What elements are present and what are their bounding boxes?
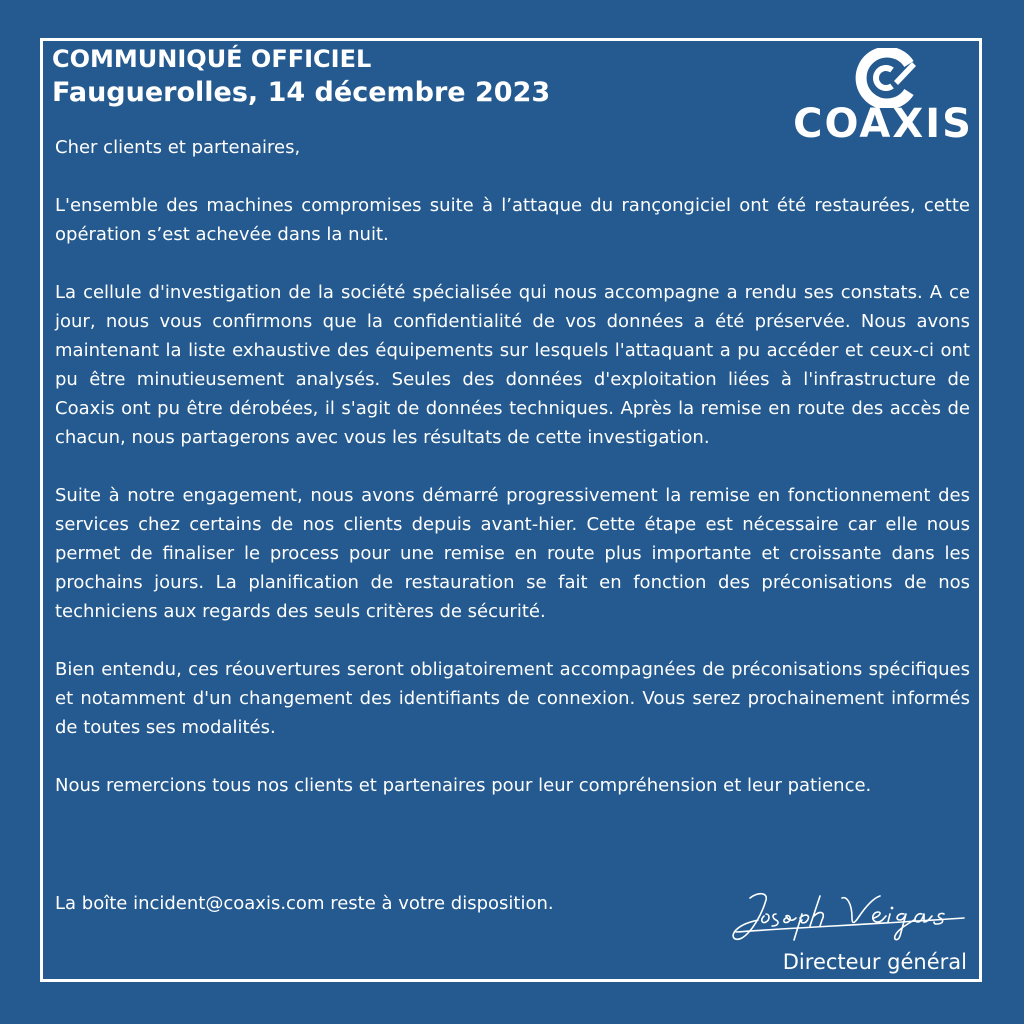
letter-body xyxy=(55,133,970,829)
paragraph-investigation: La cellule d'investigation de la société spécialisée qui nous accompagne a rendu ses constats. A ce jour, nous vous confirmons que la confidentialité de vos données a été préservée. Nous avons maintenant la liste exhaustive des équipements sur lesquels l'attaquant a pu accéder et ceux-ci ont pu être minutieusement analysés. Seules des données d'exploitation liées à l'infrastructure de Coaxis ont pu être dérobées, il s'agit de données techniques. Après la remise en route des accès de chacun, nous partagerons avec vous les résultats de cette investigation. xyxy=(55,282,970,448)
contact-line: La boîte incident@coaxis.com reste à votre disposition. xyxy=(55,893,554,914)
coaxis-logo-icon xyxy=(788,48,978,108)
paragraph-service-resumption: Suite à notre engagement, nous avons démarré progressivement la remise en fonctionnement des services chez certains de nos clients depuis avant-hier. Cette étape est nécessaire car elle nous permet de finaliser le process pour une remise en route plus importante et croissante dans les prochains jours. La planification de restauration se fait en fonction des préconisations de nos techniciens aux regards des seuls critères de sécurité. xyxy=(55,485,970,622)
logo-wordmark: COAXIS xyxy=(793,101,973,147)
paragraph-restoration: L'ensemble des machines compromises suite à l’attaque du rançongiciel ont été restaurées, cette opération s’est achevée dans la nuit. xyxy=(55,195,970,245)
dateline: Fauguerolles, 14 décembre 2023 xyxy=(52,77,551,109)
paragraph-thanks: Nous remercions tous nos clients et partenaires pour leur compréhension et leur patience. xyxy=(55,775,872,796)
document-title: COMMUNIQUÉ OFFICIEL xyxy=(52,45,372,73)
salutation: Cher clients et partenaires, xyxy=(55,137,301,158)
handwritten-signature xyxy=(728,888,973,944)
signer-title: Directeur général xyxy=(782,950,967,974)
paragraph-credentials: Bien entendu, ces réouvertures seront obligatoirement accompagnées de préconisations spécifiques et notamment d'un changement des identifiants de connexion. Vous serez prochainement informés de toutes ses modalités. xyxy=(55,659,970,738)
header xyxy=(52,44,550,110)
